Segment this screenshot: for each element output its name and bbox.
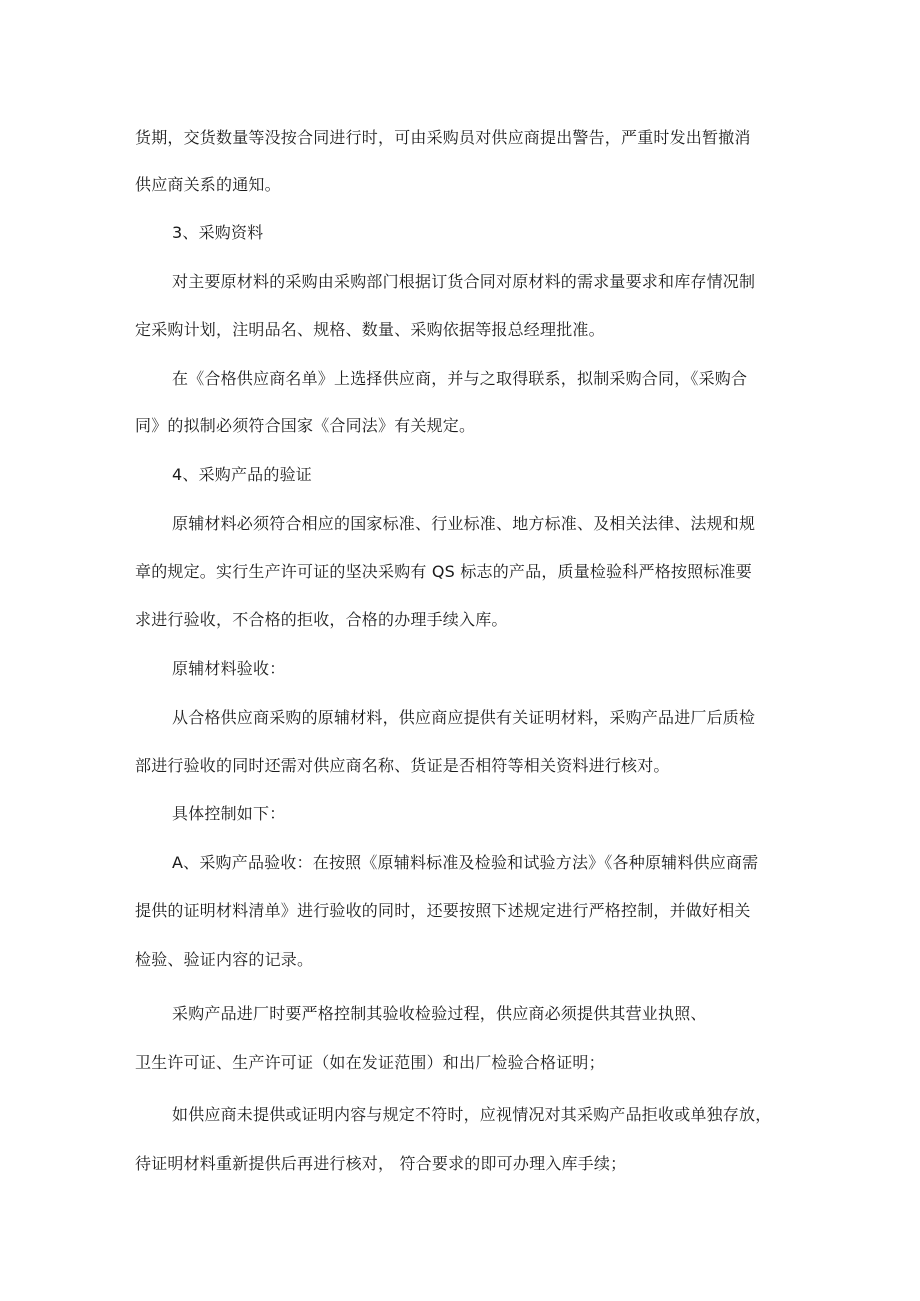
- paragraph-line: 原辅材料验收：: [172, 659, 286, 678]
- paragraph-line: 章的规定。实行生产许可证的坚决采购有 QS 标志的产品，质量检验科严格按照标准要: [135, 562, 752, 581]
- paragraph-line: 检验、验证内容的记录。: [135, 950, 314, 969]
- paragraph-line: 具体控制如下：: [172, 804, 286, 823]
- paragraph-line: 定采购计划，注明品名、规格、数量、采购依据等报总经理批准。: [135, 320, 605, 339]
- paragraph-line: 求进行验收，不合格的拒收，合格的办理手续入库。: [135, 610, 508, 629]
- paragraph-line: A、采购产品验收：在按照《原辅料标准及检验和试验方法》《各种原辅料供应商需: [172, 853, 759, 872]
- paragraph-line: 货期，交货数量等没按合同进行时，可由采购员对供应商提出警告，严重时发出暂撤消: [135, 128, 751, 147]
- paragraph-line: 同》的拟制必须符合国家《合同法》有关规定。: [135, 416, 476, 435]
- paragraph-line: 提供的证明材料清单》进行验收的同时，还要按照下述规定进行严格控制，并做好相关: [135, 901, 751, 920]
- paragraph-line: 部进行验收的同时还需对供应商名称、货证是否相符等相关资料进行核对。: [135, 756, 670, 775]
- section-heading: 4、采购产品的验证: [172, 465, 312, 484]
- paragraph-line: 对主要原材料的采购由采购部门根据订货合同对原材料的需求量要求和库存情况制: [172, 272, 756, 291]
- paragraph-line: 供应商关系的通知。: [135, 175, 281, 194]
- paragraph-line: 如供应商未提供或证明内容与规定不符时，应视情况对其采购产品拒收或单独存放，: [172, 1105, 772, 1124]
- paragraph-line: 卫生许可证、生产许可证（如在发证范围）和出厂检验合格证明；: [135, 1053, 605, 1072]
- section-heading: 3、采购资料: [172, 223, 264, 242]
- paragraph-line: 原辅材料必须符合相应的国家标准、行业标准、地方标准、及相关法律、法规和规: [172, 514, 756, 533]
- paragraph-line: 在《合格供应商名单》上选择供应商，并与之取得联系，拟制采购合同，《采购合: [172, 369, 748, 388]
- paragraph-line: 从合格供应商采购的原辅材料，供应商应提供有关证明材料，采购产品进厂后质检: [172, 708, 756, 727]
- paragraph-line: 待证明材料重新提供后再进行核对， 符合要求的即可办理入库手续；: [135, 1154, 627, 1173]
- paragraph-line: 采购产品进厂时要严格控制其验收检验过程，供应商必须提供其营业执照、: [172, 1004, 707, 1023]
